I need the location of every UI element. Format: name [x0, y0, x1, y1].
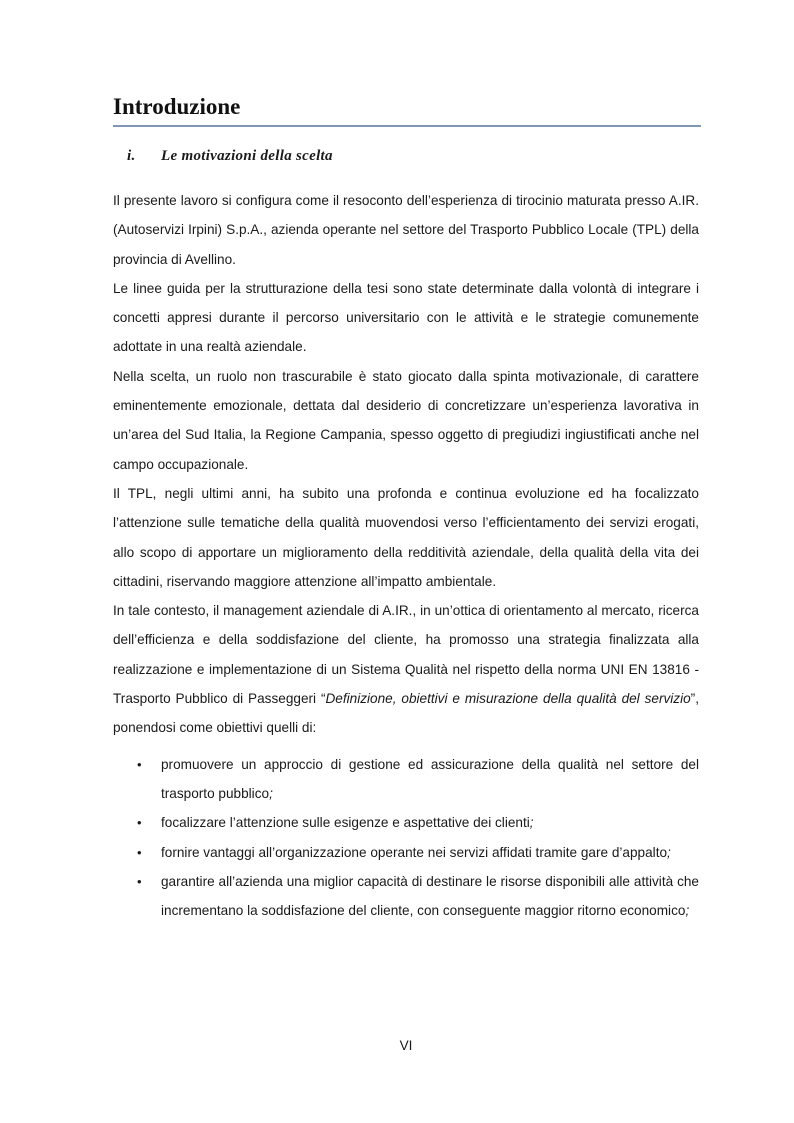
- bullet-icon: •: [137, 815, 142, 831]
- list-item: [113, 808, 699, 837]
- body-text: [113, 186, 699, 925]
- norm-quote: Definizione, obiettivi e misurazione della qualità del servizio: [325, 691, 691, 707]
- paragraph-5-ending: ”, ponendosi come obiettivi quelli di:: [113, 691, 699, 736]
- chapter-title-rule: [113, 125, 701, 127]
- paragraph-3: Nella scelta, un ruolo non trascurabile è stato giocato dalla spinta motivazionale, di carattere eminentemente emozionale, dettata dal desiderio di concretizzare un’esperienza lavorativa in un’area del Sud Italia, la Regione Campania, spesso oggetto di pregiudizi ingiustificati anche nel campo occupazionale.: [113, 368, 699, 472]
- list-item-text: promuovere un approccio di gestione ed assicurazione della qualità nel settore del trasporto pubblico: [161, 756, 699, 801]
- list-item-text: garantire all’azienda una miglior capacità di destinare le risorse disponibili alle attività che incrementano la soddisfazione del cliente, con conseguente maggior ritorno economico: [161, 873, 699, 919]
- list-item-end: ;: [685, 903, 690, 919]
- list-item: [113, 838, 699, 867]
- list-item-end: ;: [667, 844, 671, 860]
- list-item: [113, 867, 699, 926]
- chapter-title: Introduzione: [113, 94, 241, 119]
- section-title: Le motivazioni della scelta: [161, 148, 333, 164]
- paragraph-4: Il TPL, negli ultimi anni, ha subito una profonda e continua evoluzione ed ha focalizzato l’attenzione sulle tematiche della qualità muovendosi verso l’efficientamento dei servizi erogati, allo scopo di apportare un miglioramento della redditività aziendale, della qualità della vita dei cittadini, riservando maggiore attenzione all’impatto ambientale.: [113, 485, 699, 589]
- list-item-text: focalizzare l’attenzione sulle esigenze e aspettative dei clienti: [161, 815, 530, 831]
- paragraph-1: Il presente lavoro si configura come il resoconto dell’esperienza di tirocinio maturata presso A.IR. (Autoservizi Irpini) S.p.A., azienda operante nel settore del Trasporto Pubblico Locale (TPL) della provincia di Avellino.: [113, 193, 699, 267]
- list-item-end: ;: [269, 785, 273, 801]
- list-item-end: ;: [529, 815, 534, 831]
- bullet-icon: •: [137, 844, 142, 860]
- list-item: [113, 750, 699, 809]
- paragraph-5-text: In tale contesto, il management aziendale di A.IR., in un’ottica di orientamento al mercato, ricerca dell’efficienza e della soddisfazione del cliente, ha promosso una strategia finalizzata alla realizzazione e implementazione di un Sistema Qualità nel rispetto della norma UNI EN 13816 - Trasporto Pubblico di Passeggeri “: [113, 603, 699, 707]
- bullet-icon: •: [137, 756, 142, 772]
- page-number: VI: [399, 1038, 413, 1053]
- goals-list: [113, 750, 699, 926]
- paragraph-5: [113, 596, 699, 742]
- paragraph-2: Le linee guida per la strutturazione della tesi sono state determinate dalla volontà di integrare i concetti appresi durante il percorso universitario con le attività e le strategie comunemente adottate in una realtà aziendale.: [113, 280, 699, 355]
- section-number: i.: [127, 148, 136, 164]
- bullet-icon: •: [137, 873, 142, 889]
- section-heading: [127, 148, 333, 165]
- list-item-text: fornire vantaggi all’organizzazione operante nei servizi affidati tramite gare d’appalto: [161, 844, 668, 860]
